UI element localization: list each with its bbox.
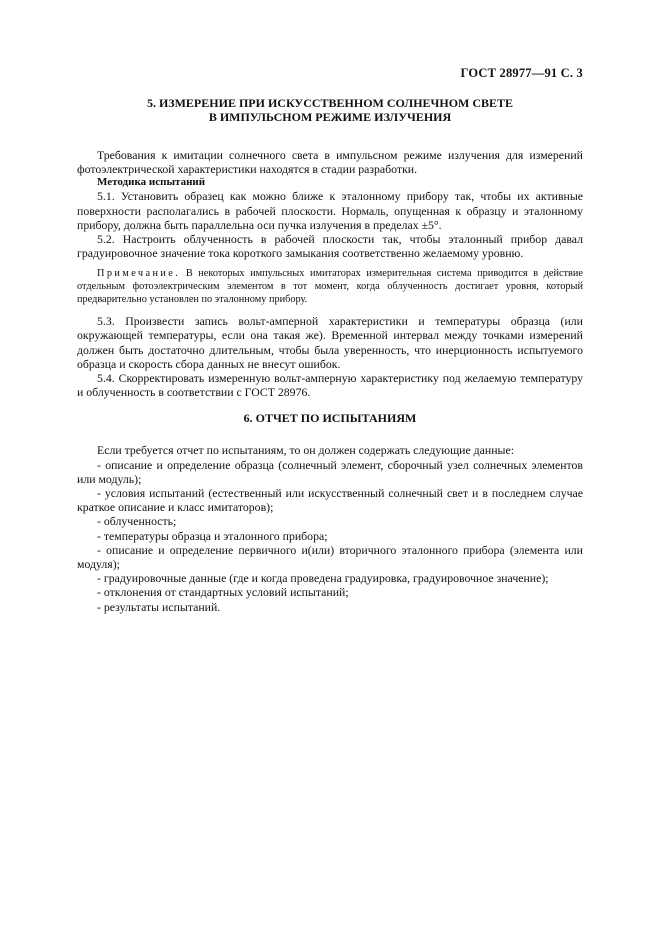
section-5-intro: Требования к имитации солнечного света в импульсном режиме излучения для измерений фотоэлектрической характеристики находятся в стадии разработки. — [77, 148, 583, 177]
section-6-intro: Если требуется отчет по испытаниям, то он должен содержать следующие данные: — [97, 443, 514, 458]
paragraph-5-4: 5.4. Скорректировать измеренную вольт-амперную характеристику под желаемую температуру и облученность в соответствии с ГОСТ 28976. — [77, 371, 583, 400]
section-5-title-line2: В ИМПУЛЬСНОМ РЕЖИМЕ ИЗЛУЧЕНИЯ — [208, 110, 452, 124]
list-item: - описание и определение первичного и(или) вторичного эталонного прибора (элемента или модуля); — [77, 542, 583, 572]
section-6-title: 6. ОТЧЕТ ПО ИСПЫТАНИЯМ — [243, 411, 417, 426]
list-item: - описание и определение образца (солнечный элемент, сборочный узел солнечных элементов или модуль); — [77, 457, 583, 486]
list-item: - условия испытаний (естественный или искусственный солнечный свет и в последнем случае краткое описание и класс имитаторов); — [77, 486, 583, 515]
section-5-title-line1: 5. ИЗМЕРЕНИЕ ПРИ ИСКУССТВЕННОМ СОЛНЕЧНОМ СВЕТЕ — [146, 96, 514, 110]
list-item: - градуировочные данные (где и когда проведена градуировка, градуировочное значение); — [97, 571, 549, 586]
section-5-title — [77, 96, 583, 124]
paragraph-5-1: 5.1. Установить образец как можно ближе к эталонному прибору так, чтобы их активные поверхности располагались в рабочей плоскости. Нормаль, опущенная к образцу и эталонному прибору, должна быть параллельна оси пучка излучения в пределах ±5°. — [77, 189, 583, 232]
list-item: - отклонения от стандартных условий испытаний; — [97, 585, 349, 600]
list-item: - результаты испытаний. — [97, 599, 221, 614]
list-item: - температуры образца и эталонного прибора; — [97, 528, 328, 543]
paragraph-5-3: 5.3. Произвести запись вольт-амперной характеристики и температуры образца (или окружающей температуры, если она такая же). Временной интервал между точками измерений должен быть достаточно длительным, чтобы была уверенность, что инерционность испытуемого образца и скорость сбора данных не внесут ошибок. — [77, 314, 583, 371]
note-text: В некоторых импульсных имитаторах измерительная система приводится в действие отдельным фотоэлектрическим элементом в тот момент, когда облученность достигает уровня, который предварительно установлен по эталонному прибору. — [77, 268, 583, 305]
note — [77, 268, 583, 306]
note-label: Примечание. — [97, 268, 181, 280]
list-item: - облученность; — [97, 514, 177, 529]
paragraph-5-2: 5.2. Настроить облученность в рабочей плоскости так, чтобы эталонный прибор давал градуировочное значение тока короткого замыкания соответственно желаемому уровню. — [77, 232, 583, 261]
document-body — [77, 96, 583, 614]
page-header: ГОСТ 28977—91 С. 3 — [460, 66, 583, 80]
method-heading: Методика испытаний — [97, 176, 206, 189]
